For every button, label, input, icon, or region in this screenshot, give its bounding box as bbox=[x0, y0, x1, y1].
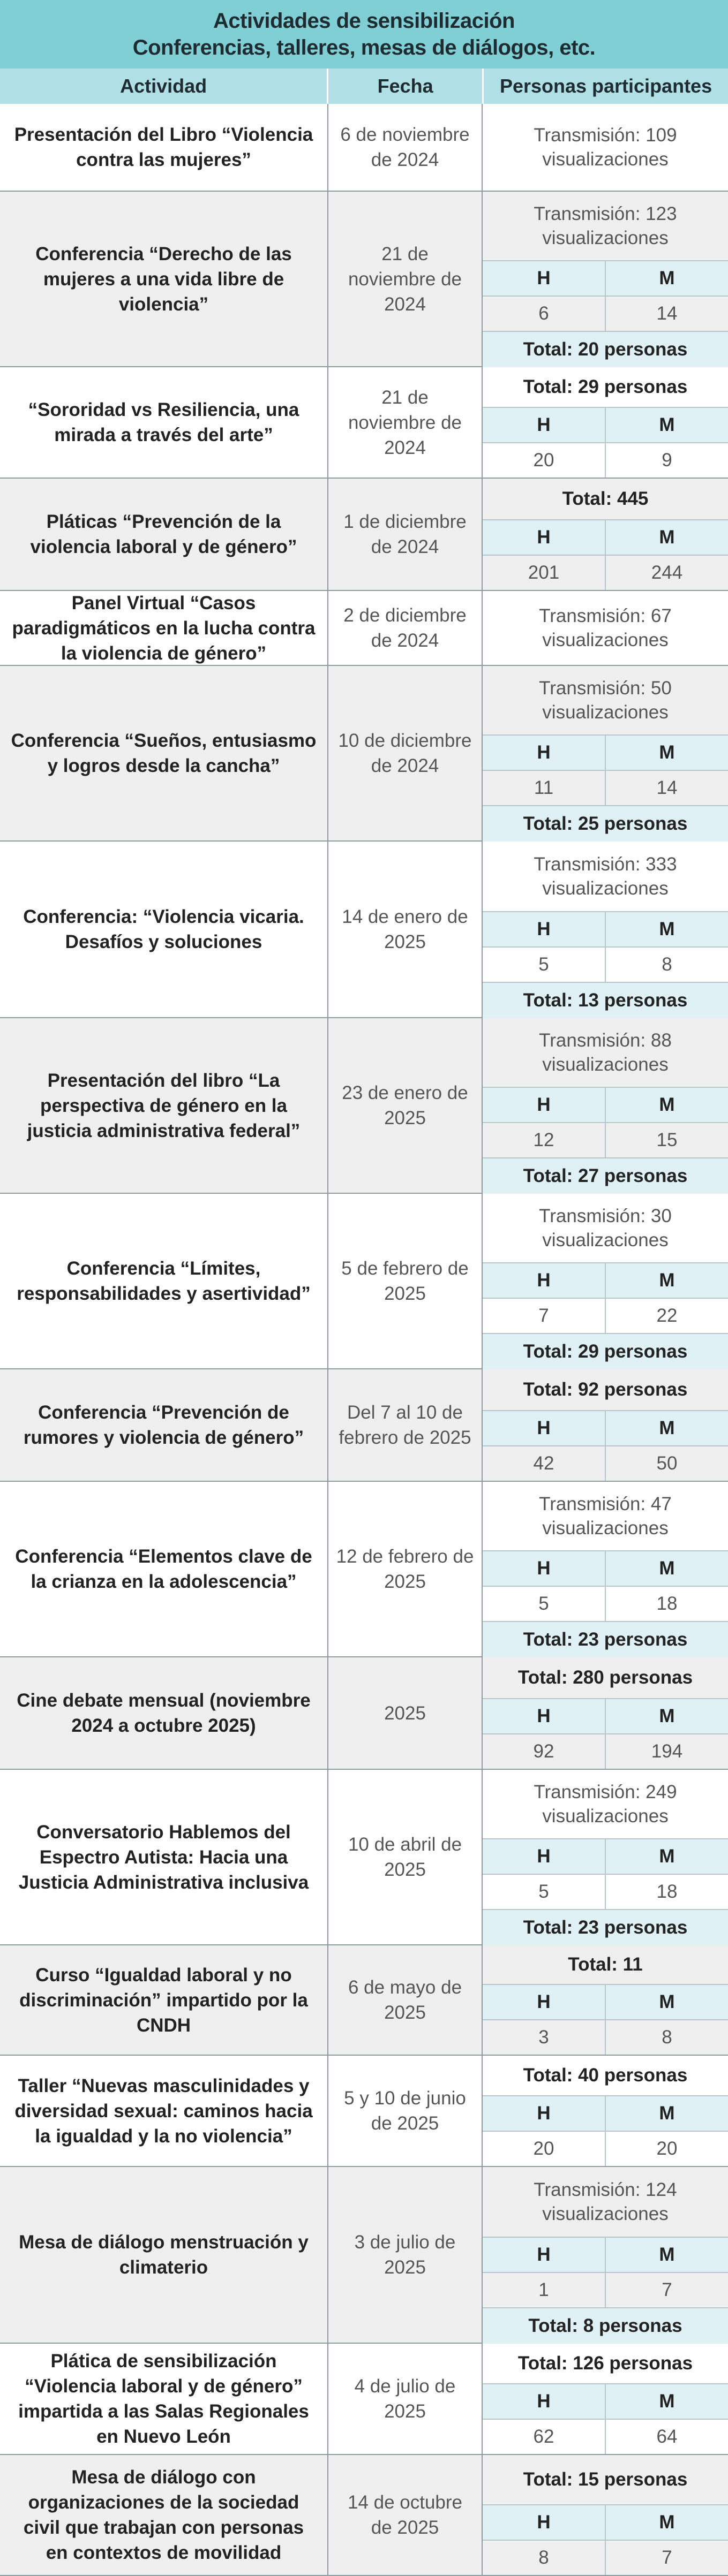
total-text: Total: 23 personas bbox=[483, 1621, 728, 1657]
participants-cell bbox=[483, 2344, 728, 2454]
hm-header bbox=[483, 1410, 728, 1445]
activity-cell: Panel Virtual “Casos paradigmáticos en la lucha contra la violencia de género” bbox=[0, 591, 328, 665]
h-value: 92 bbox=[483, 1733, 606, 1769]
table-row bbox=[0, 1194, 728, 1369]
m-value: 64 bbox=[606, 2419, 728, 2454]
transmission-text: Transmisión: 124 visualizaciones bbox=[534, 2179, 677, 2224]
m-value: 18 bbox=[606, 1874, 728, 1909]
activity-cell: Plática de sensibilización “Violencia laboral y de género” impartida a las Salas Regionales en Nuevo León bbox=[0, 2344, 328, 2454]
h-value: 20 bbox=[483, 442, 606, 478]
h-label: H bbox=[483, 2383, 606, 2419]
transmission-text: Transmisión: 109 visualizaciones bbox=[534, 125, 677, 170]
table-row bbox=[0, 591, 728, 666]
table-row bbox=[0, 192, 728, 367]
table-row bbox=[0, 2167, 728, 2344]
date-cell: 21 de noviembre de 2024 bbox=[328, 192, 483, 366]
table-row bbox=[0, 842, 728, 1018]
m-label: M bbox=[606, 734, 728, 770]
h-value: 12 bbox=[483, 1122, 606, 1157]
activity-cell: Conferencia “Sueños, entusiasmo y logros desde la cancha” bbox=[0, 666, 328, 840]
m-label: M bbox=[606, 407, 728, 442]
m-label: M bbox=[606, 2095, 728, 2131]
total-text: Total: 11 bbox=[568, 1954, 643, 1975]
total-text: Total: 23 personas bbox=[483, 1909, 728, 1945]
table-row bbox=[0, 1770, 728, 1945]
m-value: 7 bbox=[606, 2540, 728, 2575]
activity-cell: Curso “Igualdad laboral y no discriminación” impartido por la CNDH bbox=[0, 1945, 328, 2055]
h-label: H bbox=[483, 260, 606, 296]
activity-cell: Conferencia: “Violencia vicaria. Desafíos y soluciones bbox=[0, 842, 328, 1017]
m-label: M bbox=[606, 2504, 728, 2540]
hm-header bbox=[483, 260, 728, 296]
h-label: H bbox=[483, 1550, 606, 1586]
participants-cell bbox=[483, 367, 728, 478]
hm-header bbox=[483, 1087, 728, 1122]
m-label: M bbox=[606, 1550, 728, 1586]
hm-header bbox=[483, 734, 728, 770]
date-cell: 2 de diciembre de 2024 bbox=[328, 591, 483, 665]
hm-header bbox=[483, 1838, 728, 1874]
activity-cell: Presentación del Libro “Violencia contra las mujeres” bbox=[0, 104, 328, 191]
hm-values bbox=[483, 1298, 728, 1333]
m-value: 14 bbox=[606, 296, 728, 331]
date-cell: 6 de mayo de 2025 bbox=[328, 1945, 483, 2055]
date-cell: 21 de noviembre de 2024 bbox=[328, 367, 483, 478]
h-value: 11 bbox=[483, 770, 606, 805]
h-label: H bbox=[483, 1410, 606, 1445]
m-label: M bbox=[606, 1838, 728, 1874]
total-text: Total: 29 personas bbox=[483, 1333, 728, 1369]
hm-values bbox=[483, 2131, 728, 2166]
total-text: Total: 8 personas bbox=[483, 2307, 728, 2344]
h-label: H bbox=[483, 911, 606, 946]
date-cell: 4 de julio de 2025 bbox=[328, 2344, 483, 2454]
participants-cell bbox=[483, 104, 728, 191]
hm-header bbox=[483, 2383, 728, 2419]
h-value: 8 bbox=[483, 2540, 606, 2575]
hm-values bbox=[483, 296, 728, 331]
m-value: 18 bbox=[606, 1586, 728, 1621]
m-label: M bbox=[606, 1410, 728, 1445]
transmission-text: Transmisión: 123 visualizaciones bbox=[534, 203, 677, 248]
hm-values bbox=[483, 1445, 728, 1481]
participants-cell bbox=[483, 591, 728, 665]
h-value: 3 bbox=[483, 2019, 606, 2055]
m-value: 20 bbox=[606, 2131, 728, 2166]
h-label: H bbox=[483, 1698, 606, 1733]
date-cell: 10 de abril de 2025 bbox=[328, 1770, 483, 1944]
m-value: 194 bbox=[606, 1733, 728, 1769]
total-text: Total: 445 bbox=[562, 488, 649, 509]
date-cell: 5 de febrero de 2025 bbox=[328, 1194, 483, 1368]
table-row bbox=[0, 367, 728, 479]
hm-header bbox=[483, 1698, 728, 1733]
h-value: 5 bbox=[483, 1874, 606, 1909]
activity-cell: Conferencia “Prevención de rumores y violencia de género” bbox=[0, 1369, 328, 1481]
hm-values bbox=[483, 1586, 728, 1621]
hm-header bbox=[483, 2095, 728, 2131]
hm-header bbox=[483, 2237, 728, 2272]
m-value: 8 bbox=[606, 2019, 728, 2055]
hm-header bbox=[483, 407, 728, 442]
table-row bbox=[0, 2056, 728, 2167]
m-label: M bbox=[606, 1087, 728, 1122]
m-value: 15 bbox=[606, 1122, 728, 1157]
hm-header bbox=[483, 519, 728, 555]
participants-cell bbox=[483, 1770, 728, 1944]
h-value: 1 bbox=[483, 2272, 606, 2307]
table-row bbox=[0, 666, 728, 842]
hm-values bbox=[483, 1122, 728, 1157]
h-value: 5 bbox=[483, 1586, 606, 1621]
date-cell: Del 7 al 10 de febrero de 2025 bbox=[328, 1369, 483, 1481]
hm-header bbox=[483, 1984, 728, 2019]
hm-header bbox=[483, 2504, 728, 2540]
total-text: Total: 40 personas bbox=[523, 2065, 688, 2086]
h-label: H bbox=[483, 2095, 606, 2131]
activity-cell: “Sororidad vs Resiliencia, una mirada a través del arte” bbox=[0, 367, 328, 478]
hm-values bbox=[483, 2019, 728, 2055]
table-row bbox=[0, 1018, 728, 1194]
table-row bbox=[0, 2344, 728, 2455]
activity-cell: Conversatorio Hablemos del Espectro Autista: Hacia una Justicia Administrativa inclusiva bbox=[0, 1770, 328, 1944]
participants-cell bbox=[483, 666, 728, 840]
h-value: 6 bbox=[483, 296, 606, 331]
total-text: Total: 29 personas bbox=[523, 376, 688, 397]
table-row bbox=[0, 1369, 728, 1482]
activity-cell: Mesa de diálogo menstruación y climaterio bbox=[0, 2167, 328, 2343]
h-label: H bbox=[483, 1984, 606, 2019]
m-label: M bbox=[606, 519, 728, 555]
participants-cell bbox=[483, 842, 728, 1017]
total-text: Total: 25 personas bbox=[483, 805, 728, 842]
date-cell: 14 de octubre de 2025 bbox=[328, 2455, 483, 2575]
total-text: Total: 20 personas bbox=[483, 331, 728, 367]
hm-header bbox=[483, 1550, 728, 1586]
participants-cell bbox=[483, 2455, 728, 2575]
table-row bbox=[0, 2455, 728, 2576]
m-value: 8 bbox=[606, 946, 728, 982]
date-cell: 23 de enero de 2025 bbox=[328, 1018, 483, 1193]
table-row bbox=[0, 104, 728, 192]
h-label: H bbox=[483, 2237, 606, 2272]
date-cell: 12 de febrero de 2025 bbox=[328, 1482, 483, 1656]
date-cell: 5 y 10 de junio de 2025 bbox=[328, 2056, 483, 2166]
activity-cell: Cine debate mensual (noviembre 2024 a octubre 2025) bbox=[0, 1657, 328, 1769]
table-row bbox=[0, 1657, 728, 1770]
table-title-line2: Conferencias, talleres, mesas de diálogos, etc. bbox=[132, 36, 596, 59]
transmission-text: Transmisión: 47 visualizaciones bbox=[539, 1494, 672, 1539]
total-text: Total: 13 personas bbox=[483, 982, 728, 1018]
total-text: Total: 27 personas bbox=[483, 1157, 728, 1194]
hm-values bbox=[483, 770, 728, 805]
activity-cell: Conferencia “Límites, responsabilidades y asertividad” bbox=[0, 1194, 328, 1368]
total-text: Total: 15 personas bbox=[523, 2469, 688, 2490]
header-activity: Actividad bbox=[0, 69, 328, 104]
m-value: 50 bbox=[606, 1445, 728, 1481]
header-participants: Personas participantes bbox=[499, 75, 712, 97]
participants-cell bbox=[483, 1657, 728, 1769]
transmission-text: Transmisión: 88 visualizaciones bbox=[539, 1030, 672, 1075]
hm-values bbox=[483, 555, 728, 590]
activity-cell: Presentación del libro “La perspectiva de género en la justicia administrativa federal” bbox=[0, 1018, 328, 1193]
m-label: M bbox=[606, 1698, 728, 1733]
transmission-text: Transmisión: 50 visualizaciones bbox=[539, 678, 672, 723]
participants-cell bbox=[483, 192, 728, 366]
m-value: 9 bbox=[606, 442, 728, 478]
transmission-text: Transmisión: 249 visualizaciones bbox=[534, 1782, 677, 1827]
column-headers bbox=[0, 69, 728, 105]
h-label: H bbox=[483, 1838, 606, 1874]
m-label: M bbox=[606, 911, 728, 946]
m-label: M bbox=[606, 1262, 728, 1298]
hm-values bbox=[483, 442, 728, 478]
participants-cell bbox=[483, 2056, 728, 2166]
participants-cell bbox=[483, 1018, 728, 1193]
participants-cell bbox=[483, 1194, 728, 1368]
date-cell: 1 de diciembre de 2024 bbox=[328, 479, 483, 590]
hm-values bbox=[483, 1874, 728, 1909]
table-title bbox=[0, 0, 728, 70]
h-value: 7 bbox=[483, 1298, 606, 1333]
total-text: Total: 280 personas bbox=[517, 1667, 693, 1688]
hm-values bbox=[483, 946, 728, 982]
table-row bbox=[0, 1482, 728, 1657]
m-label: M bbox=[606, 1984, 728, 2019]
h-label: H bbox=[483, 1087, 606, 1122]
hm-header bbox=[483, 1262, 728, 1298]
hm-values bbox=[483, 2540, 728, 2575]
date-cell: 14 de enero de 2025 bbox=[328, 842, 483, 1017]
h-value: 5 bbox=[483, 946, 606, 982]
activity-cell: Taller “Nuevas masculinidades y diversidad sexual: caminos hacia la igualdad y la no violencia” bbox=[0, 2056, 328, 2166]
participants-cell bbox=[483, 1482, 728, 1656]
participants-cell bbox=[483, 479, 728, 590]
table-row bbox=[0, 1945, 728, 2056]
total-text: Total: 92 personas bbox=[523, 1379, 688, 1400]
h-label: H bbox=[483, 519, 606, 555]
participants-cell bbox=[483, 2167, 728, 2343]
m-value: 14 bbox=[606, 770, 728, 805]
activity-cell: Mesa de diálogo con organizaciones de la sociedad civil que trabajan con personas en contextos de movilidad bbox=[0, 2455, 328, 2575]
date-cell: 3 de julio de 2025 bbox=[328, 2167, 483, 2343]
m-value: 244 bbox=[606, 555, 728, 590]
date-cell: 2025 bbox=[328, 1657, 483, 1769]
h-value: 20 bbox=[483, 2131, 606, 2166]
date-cell: 10 de diciembre de 2024 bbox=[328, 666, 483, 840]
h-label: H bbox=[483, 734, 606, 770]
h-label: H bbox=[483, 1262, 606, 1298]
m-value: 22 bbox=[606, 1298, 728, 1333]
activity-cell: Conferencia “Elementos clave de la crianza en la adolescencia” bbox=[0, 1482, 328, 1656]
m-value: 7 bbox=[606, 2272, 728, 2307]
activity-cell: Pláticas “Prevención de la violencia laboral y de género” bbox=[0, 479, 328, 590]
activity-cell: Conferencia “Derecho de las mujeres a una vida libre de violencia” bbox=[0, 192, 328, 366]
hm-values bbox=[483, 2272, 728, 2307]
participants-cell bbox=[483, 1945, 728, 2055]
hm-values bbox=[483, 1733, 728, 1769]
h-value: 201 bbox=[483, 555, 606, 590]
m-label: M bbox=[606, 2237, 728, 2272]
transmission-text: Transmisión: 30 visualizaciones bbox=[539, 1206, 672, 1251]
h-label: H bbox=[483, 407, 606, 442]
table-title-line1: Actividades de sensibilización bbox=[213, 9, 515, 33]
header-date: Fecha bbox=[328, 69, 484, 104]
table-row bbox=[0, 479, 728, 591]
transmission-text: Transmisión: 333 visualizaciones bbox=[534, 854, 677, 899]
hm-values bbox=[483, 2419, 728, 2454]
participants-cell bbox=[483, 1369, 728, 1481]
h-value: 62 bbox=[483, 2419, 606, 2454]
total-text: Total: 126 personas bbox=[517, 2353, 693, 2374]
h-label: H bbox=[483, 2504, 606, 2540]
date-cell: 6 de noviembre de 2024 bbox=[328, 104, 483, 191]
m-label: M bbox=[606, 2383, 728, 2419]
m-label: M bbox=[606, 260, 728, 296]
transmission-text: Transmisión: 67 visualizaciones bbox=[539, 605, 672, 650]
h-value: 42 bbox=[483, 1445, 606, 1481]
hm-header bbox=[483, 911, 728, 946]
